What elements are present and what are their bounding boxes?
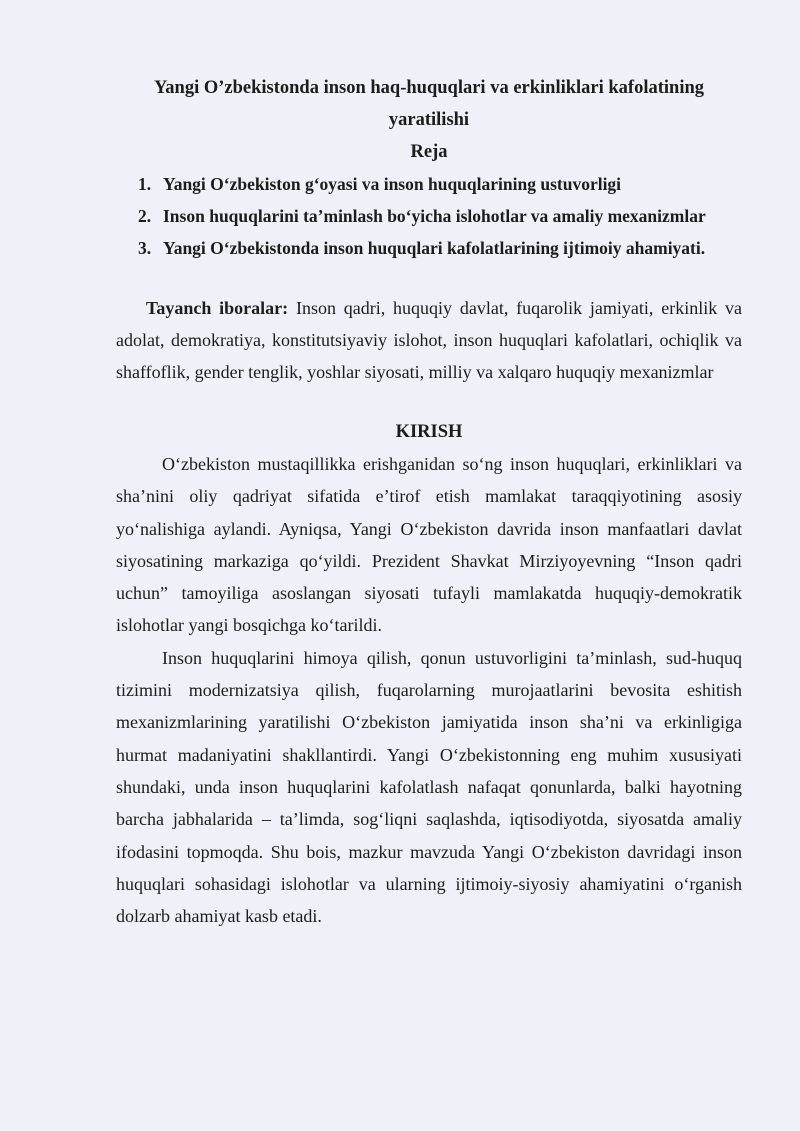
plan-item-number: 3.: [138, 238, 152, 258]
plan-item: [116, 168, 723, 200]
document-title: Yangi O’zbekistonda inson haq-huquqlari va erkinliklari kafolatining yaratilishi: [153, 78, 704, 130]
plan-item: [116, 200, 723, 232]
plan-item-text: Yangi O‘zbekiston g‘oyasi va inson huquqlarining ustuvorligi: [163, 174, 622, 194]
plan-item-number: 1.: [138, 174, 152, 194]
body-paragraph: Inson huquqlarini himoya qilish, qonun ustuvorligini ta’minlash, sud-huquq tizimini modernizatsiya qilish, fuqarolarning murojaatlarini bevosita eshitish mexanizmlarining yaratilishi O‘zbekiston jamiyatida inson sha’ni va erkinligiga hurmat madaniyatini shakllantirdi. Yangi O‘zbekistonning eng muhim xususiyati shundaki, unda inson huquqlarini kafolatlash nafaqat qonunlarda, balki hayotning barcha jabhalarida – ta’limda, sog‘liqni saqlashda, iqtisodiyotda, siyosatda amaliy ifodasini topmoqda. Shu bois, mazkur mavzuda Yangi O‘zbekiston davridagi inson huquqlari sohasidagi islohotlar va ularning ijtimoiy-siyosiy ahamiyatini o‘rganish dolzarb ahamiyat kasb etadi.: [116, 647, 742, 927]
keywords-paragraph: [116, 292, 742, 388]
section-heading: KIRISH: [395, 422, 463, 442]
body-paragraph: O‘zbekiston mustaqillikka erishganidan so‘ng inson huquqlari, erkinliklari va sha’nini oliy qadriyat sifatida e’tirof etish mamlakat taraqqiyotining asosiy yo‘nalishiga aylandi. Ayniqsa, Yangi O‘zbekiston davrida inson manfaatlari davlat siyosatining markaziga qo‘yildi. Prezident Shavkat Mirziyoyevning “Inson qadri uchun” tamoyiliga asoslangan siyosati tufayli mamlakatda huquqiy-demokratik islohotlar yangi bosqichga ko‘tarildi.: [116, 454, 742, 636]
plan-item-text: Inson huquqlarini ta’minlash bo‘yicha islohotlar va amaliy mexanizmlar: [163, 206, 706, 226]
plan-item-number: 2.: [138, 206, 152, 226]
plan-list: [116, 168, 742, 264]
plan-item-text: Yangi O‘zbekistonda inson huquqlari kafolatlarining ijtimoiy ahamiyati.: [163, 238, 706, 258]
keywords-text: Inson qadri, huquqiy davlat, fuqarolik jamiyati, erkinlik va adolat, demokratiya, konstitutsiyaviy islohot, inson huquqlari kafolatlari, ochiqlik va shaffoflik, gender tenglik, yoshlar siyosati, milliy va xalqaro huquqiy mexanizmlar: [116, 298, 742, 382]
keywords-label: Tayanch iboralar:: [146, 298, 289, 318]
plan-heading: Reja: [410, 142, 448, 162]
plan-item: [116, 232, 723, 264]
